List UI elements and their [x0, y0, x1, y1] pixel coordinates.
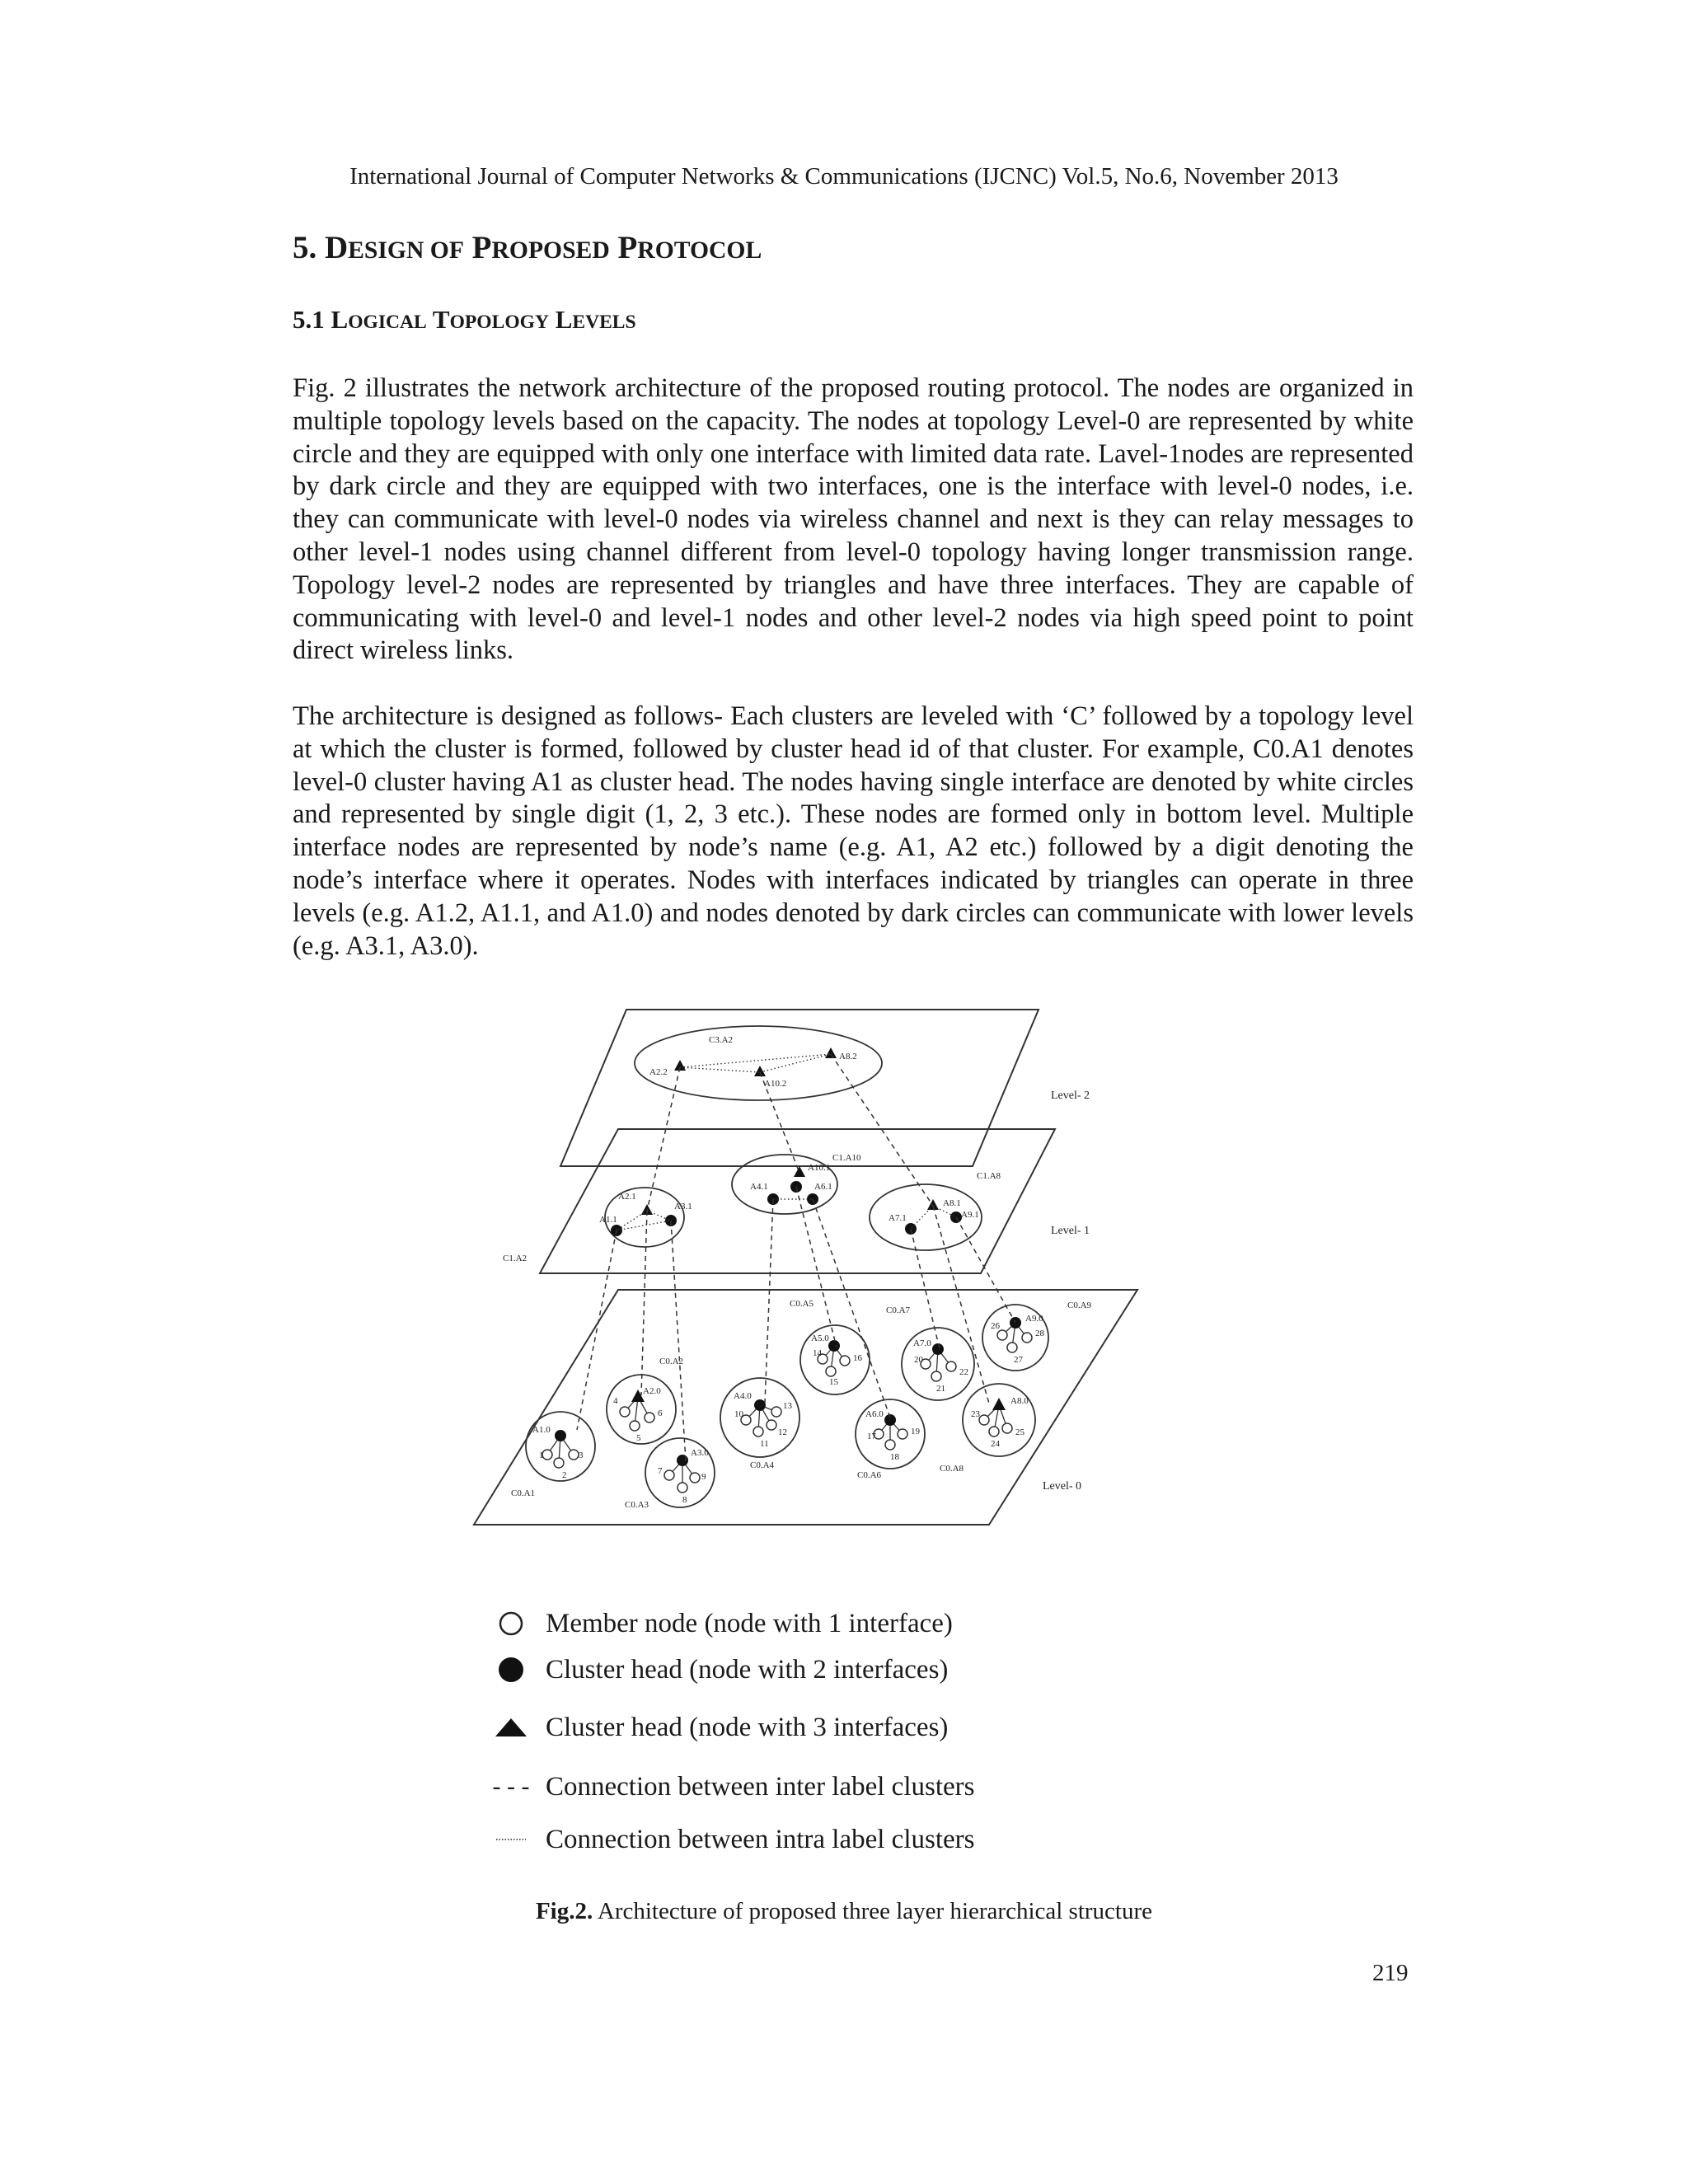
figure-caption [0, 1898, 1688, 1925]
member-node-label: 3 [579, 1451, 584, 1460]
level-1-plane [540, 1129, 1055, 1273]
section-title-part: P [471, 230, 492, 265]
member-node-icon [979, 1415, 989, 1425]
member-node-label: 23 [971, 1409, 980, 1419]
subsection-title-part: EVELS [572, 312, 636, 333]
member-node-icon [645, 1413, 654, 1422]
member-node-label: 7 [658, 1466, 663, 1476]
level-label: Level- 0 [1043, 1480, 1082, 1493]
member-node-label: 9 [701, 1472, 706, 1482]
dark-head-icon [677, 1455, 688, 1466]
member-node-label: 24 [991, 1439, 1000, 1449]
dark-head-icon [932, 1343, 944, 1355]
dark-head-icon [555, 1430, 566, 1441]
cluster-label: C0.A2 [659, 1357, 684, 1366]
level-0-plane [474, 1290, 1137, 1525]
member-node-label: 11 [760, 1439, 769, 1449]
member-node-label: 26 [991, 1321, 1000, 1331]
legend-item [486, 1770, 975, 1803]
node-label: A1.1 [599, 1215, 617, 1225]
node-label: A8.2 [839, 1052, 857, 1062]
node-label: A8.1 [943, 1198, 961, 1208]
member-node-icon [554, 1458, 564, 1468]
subsection-title-part: T [432, 305, 450, 334]
member-node-label: 25 [1015, 1427, 1025, 1437]
member-node-label: 28 [1035, 1329, 1044, 1338]
level-label: Level- 2 [1051, 1090, 1090, 1102]
member-node-label: 4 [613, 1396, 618, 1406]
subsection-number: 5.1 [293, 305, 325, 334]
member-node-icon [1007, 1343, 1017, 1352]
architecture-figure [462, 1001, 1154, 1545]
legend-label: Cluster head (node with 2 interfaces) [546, 1654, 949, 1685]
member-node-icon [690, 1473, 700, 1483]
cluster-label: C0.A1 [511, 1488, 536, 1498]
paragraph-2: The architecture is designed as follows- Each clusters are leveled with ‘C’ followed by a topology level at which the cluster is formed, followed by cluster head id of that cluster. For example, C0.A1 denotes level-0 cluster having A1 as cluster head. The nodes having single interface are denoted by white circles and represented by single digit (1, 2, 3 etc.). These nodes are formed only in bottom level. Multiple interface nodes are represented by node’s name (e.g. A1, A2 etc.) followed by a digit denoting the node’s interface where it operates. Nodes with interfaces indicated by triangles can operate in three levels (e.g. A1.2, A1.1, and A1.0) and nodes denoted by dark circles can communicate with lower levels (e.g. A3.1, A3.0). [293, 701, 1414, 961]
member-node-icon [898, 1429, 907, 1439]
member-node-icon [542, 1450, 552, 1460]
member-node-icon [989, 1427, 999, 1436]
member-node-icon [767, 1420, 776, 1430]
head-node-label: A6.0 [865, 1409, 884, 1419]
level-label: Level- 1 [1051, 1225, 1090, 1237]
member-node-label: 21 [936, 1384, 945, 1394]
member-node-label: 13 [783, 1401, 792, 1411]
cluster-c3-a2 [635, 1026, 882, 1100]
member-node-icon [885, 1440, 895, 1450]
member-node-icon [1022, 1333, 1032, 1343]
head-node-label: A1.0 [532, 1425, 551, 1435]
caption-label: Fig.2. [535, 1898, 593, 1924]
member-node-icon [840, 1356, 850, 1366]
black-circle-icon [486, 1653, 536, 1686]
node-label: A2.2 [649, 1067, 668, 1077]
member-node-label: 6 [658, 1408, 663, 1418]
legend-label: Member node (node with 1 interface) [546, 1608, 953, 1638]
head-node-label: A2.0 [643, 1386, 661, 1396]
cluster-label: C0.A3 [625, 1500, 649, 1510]
head-node-label: A3.0 [691, 1448, 709, 1458]
node-label: A9.1 [961, 1210, 979, 1220]
member-node-icon [826, 1366, 836, 1376]
member-node-label: 17 [867, 1432, 876, 1441]
legend-label: Connection between intra label clusters [546, 1824, 975, 1854]
member-node-label: 10 [734, 1409, 743, 1419]
cluster-label: C0.A5 [790, 1299, 814, 1309]
member-node-icon [997, 1330, 1007, 1340]
member-node-label: 19 [911, 1427, 920, 1436]
node-label: A2.1 [618, 1192, 636, 1202]
section-heading [293, 229, 762, 266]
member-node-icon [678, 1483, 687, 1493]
paragraph-1: Fig. 2 illustrates the network architecture of the proposed routing protocol. The nodes are organized in multiple topology levels based on the capacity. The nodes at topology Level-0 are represented by white circle and they are equipped with only one interface with limited data rate. Lavel-1nodes are represented by dark circle and they are equipped with two interfaces, one is the interface with level-0 nodes, i.e. they can communicate with level-0 nodes via wireless channel and next is they can relay messages to other level-1 nodes using channel different from level-0 topology having longer transmission range. Topology level-2 nodes are represented by triangles and have three interfaces. They are capable of communicating with level-0 and level-1 nodes and other level-2 nodes via high speed point to point direct wireless links. [293, 373, 1414, 666]
cluster-label: C1.A10 [832, 1153, 861, 1163]
member-node-label: 27 [1014, 1355, 1023, 1365]
subsection-title-part: OPOLOGY [449, 312, 549, 333]
member-node-icon [771, 1407, 781, 1417]
member-node-label: 14 [813, 1348, 822, 1358]
section-title-part: ESIGN OF [348, 237, 464, 264]
member-node-icon [620, 1407, 630, 1417]
section-title-part: ROTOCOL [637, 237, 762, 264]
cluster-label: C3.A2 [709, 1035, 734, 1045]
dashed-line-icon: - - - [492, 1773, 530, 1800]
section-title-part: D [325, 230, 349, 265]
cluster-label: C0.A8 [940, 1464, 964, 1474]
dotted-line-icon [486, 1823, 536, 1856]
member-node-label: 2 [562, 1470, 567, 1480]
cluster-label: C1.A8 [977, 1171, 1001, 1181]
triangle-node-icon [794, 1166, 805, 1177]
member-node-label: 15 [829, 1377, 838, 1387]
node-label: A6.1 [814, 1182, 832, 1192]
node-label: A10.2 [764, 1079, 787, 1089]
black-triangle-icon [486, 1711, 536, 1744]
node-label: A7.1 [889, 1213, 907, 1223]
member-node-label: 5 [636, 1433, 641, 1443]
section-title-part: P [617, 230, 638, 265]
member-node-icon [946, 1361, 956, 1371]
level-2-plane [560, 1010, 1039, 1166]
member-node-icon [753, 1427, 763, 1436]
member-node-label: 22 [959, 1367, 968, 1377]
member-node-icon [931, 1371, 941, 1381]
head-node-label: A9.0 [1025, 1314, 1043, 1324]
legend-item [486, 1607, 953, 1640]
member-node-label: 8 [682, 1495, 687, 1505]
legend-label: Connection between inter label clusters [546, 1771, 975, 1802]
subsection-heading [293, 305, 636, 335]
subsection-title-part: L [555, 305, 573, 334]
member-node-label: 12 [778, 1427, 787, 1437]
cluster-label: C0.A4 [750, 1460, 775, 1470]
section-number: 5. [293, 230, 317, 265]
cluster-label: C0.A9 [1067, 1301, 1092, 1310]
white-circle-icon [486, 1607, 536, 1640]
member-node-label: 18 [890, 1452, 899, 1462]
head-node-label: A5.0 [811, 1333, 829, 1343]
member-node-icon [630, 1421, 640, 1431]
cluster-label: C0.A7 [886, 1305, 911, 1315]
member-node-icon [664, 1470, 674, 1480]
journal-header: International Journal of Computer Networks & Communications (IJCNC) Vol.5, No.6, November 2013 [349, 163, 1339, 190]
triangle-head-icon [992, 1398, 1006, 1410]
subsection-title-part: OGICAL [348, 312, 427, 333]
node-label: A10.1 [808, 1163, 831, 1173]
subsection-title-part: L [331, 305, 349, 334]
head-node-label: A4.0 [734, 1391, 752, 1401]
member-node-label: 1 [539, 1451, 544, 1460]
dark-head-icon [828, 1340, 840, 1352]
head-node-label: A7.0 [913, 1338, 931, 1348]
legend-item [486, 1711, 948, 1744]
triangle-node-icon [825, 1047, 837, 1058]
member-node-icon [1002, 1423, 1012, 1433]
cluster-label: C0.A6 [857, 1470, 882, 1480]
cluster-label: C1.A2 [503, 1254, 528, 1263]
member-node-label: 20 [914, 1355, 923, 1365]
dark-head-icon [754, 1399, 766, 1411]
page-number: 219 [1372, 1960, 1409, 1986]
legend-item [486, 1653, 948, 1686]
node-label: A3.1 [674, 1202, 692, 1212]
legend-label: Cluster head (node with 3 interfaces) [546, 1712, 949, 1742]
legend-item [486, 1823, 975, 1856]
member-node-label: 16 [853, 1353, 862, 1363]
member-node-icon [569, 1450, 579, 1460]
cluster-c0-a1 [526, 1412, 595, 1481]
head-node-label: A8.0 [1010, 1396, 1029, 1406]
caption-text: Architecture of proposed three layer hierarchical structure [597, 1898, 1153, 1924]
section-title-part: ROPOSED [491, 237, 610, 264]
node-label: A4.1 [750, 1182, 768, 1192]
